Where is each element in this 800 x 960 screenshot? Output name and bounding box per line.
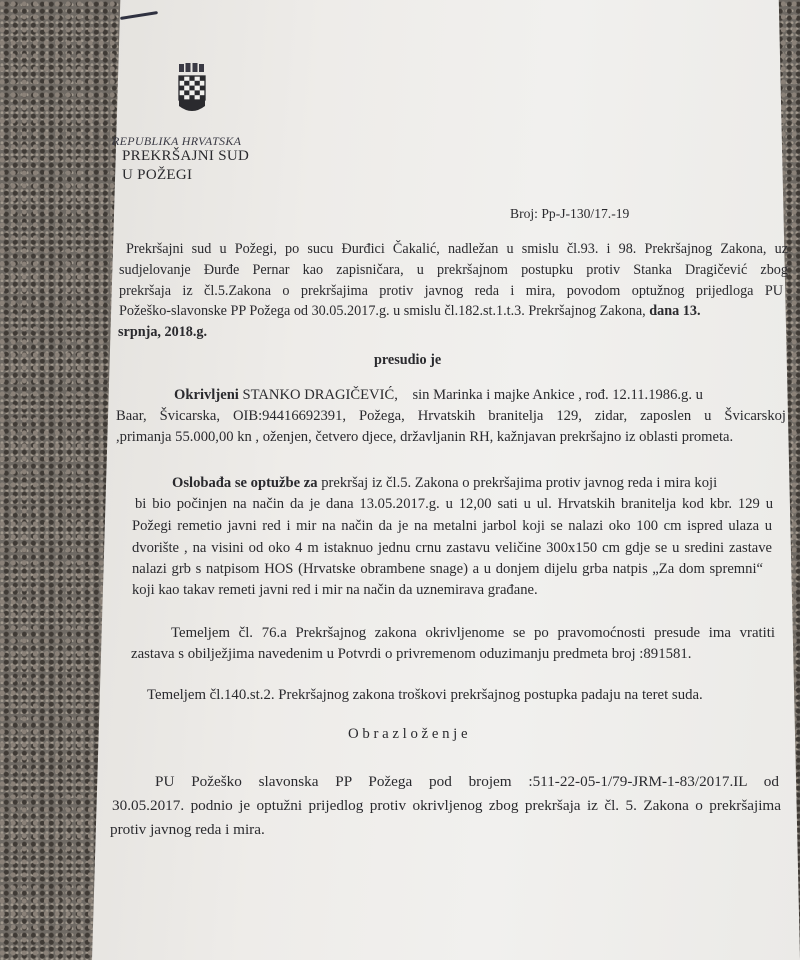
republic-label: REPUBLIKA HRVATSKA [112,134,242,148]
reasoning-line-3: protiv javnog reda i mira. [110,821,265,838]
defendant-line-3: ,primanja 55.000,00 kn , oženjen, četvero djece, državljanin RH, kažnjavan prekršajno iz oblasti prometa. [116,429,734,445]
court-name: PREKRŠAJNI SUD [122,148,250,164]
reasoning-line-1: PU Požeško slavonska PP Požega pod brojem :511-22-05-1/79-JRM-1-83/2017.IL od [155,773,779,790]
costs-text: Temeljem čl.140.st.2. Prekršajnog zakona troškovi prekršajnog postupka padaju na teret suda. [147,687,703,703]
defendant-line-1 [174,385,703,406]
acquittal-line-6: koji kao takav remeti javni red i mir na način da uznemirava građane. [132,582,538,598]
intro-line-2: sudjelovanje Đurđe Pernar kao zapisničara, u prekršajnom postupku protiv Stanka Dragičević zbog [119,262,788,278]
intro-line-5 [118,322,207,343]
hearing-date-end: srpnja, 2018.g. [118,324,208,340]
reasoning-heading: O b r a z l o ž e n j e [348,726,468,742]
defendant-line-1-rest: sin Marinka i majke Ankice , rođ. 12.11.1986.g. u [412,387,703,403]
return-line-2: zastava s obilježjima navedenim u Potvrdi o privremenom oduzimanju predmeta broj :891581. [131,646,692,662]
return-line-1: Temeljem čl. 76.a Prekršajnog zakona okrivljenome se po pravomoćnosti presude ima vratiti [171,625,775,641]
acquittal-line-1 [172,473,717,494]
court-city: U POŽEGI [122,167,193,183]
acquittal-line-2: bi bio počinjen na način da je dana 13.05.2017.g. u 12,00 sati u ul. Hrvatskih branitelja kod kbr. 129 u [135,496,773,512]
intro-line-4 [119,301,701,322]
defendant-lead: Okrivljeni [174,387,239,403]
defendant-line-2: Baar, Švicarska, OIB:94416692391, Požega, Hrvatskih branitelja 129, zidar, zaposlen u Švicarskoj [116,408,786,424]
acquittal-line-1-rest: prekršaj iz čl.5. Zakona o prekršajima protiv javnog reda i mira koji [321,475,718,491]
acquittal-line-5: nalazi grb s natpisom HOS (Hrvatske obrambene snage) a u donjem dijelu grba natpis „Za dom spremni“ [132,561,763,577]
reasoning-line-2: 30.05.2017. podnio je optužni prijedlog protiv okrivljenog zbog prekršaja iz čl. 5. Zakona o prekršajima [112,797,781,814]
acquittal-line-4: dvorište , na visini od oko 4 m istaknuo jednu crnu zastavu veličine 300x150 cm gdje se u sredini zastave [132,540,772,556]
intro-line-1: Prekršajni sud u Požegi, po sucu Đurđici Čakalić, nadležan u smislu čl.93. i 98. Prekršajnog Zakona, uz [126,241,788,257]
intro-line-4-text: Požeško-slavonske PP Požega od 30.05.2017.g. u smislu čl.182.st.1.t.3. Prekršajnog Zakona, [119,303,646,319]
coat-of-arms-icon [177,62,207,116]
verdict-heading: presudio je [374,352,442,368]
hearing-date-start: dana 13. [649,303,701,319]
acquittal-line-3: Požegi remetio javni red i mir na način da je na metalni jarbol koji se nalazi oko 100 cm ispred ulaza u [132,518,772,534]
defendant-name: STANKO DRAGIČEVIĆ, [242,387,398,403]
acquittal-lead: Oslobađa se optužbe za [172,475,318,491]
intro-line-3: prekršaja iz čl.5.Zakona o prekršajima protiv javnog reda i mira, povodom optužnog prijedloga PU [119,283,783,299]
case-number: Broj: Pp-J-130/17.-19 [510,206,630,221]
